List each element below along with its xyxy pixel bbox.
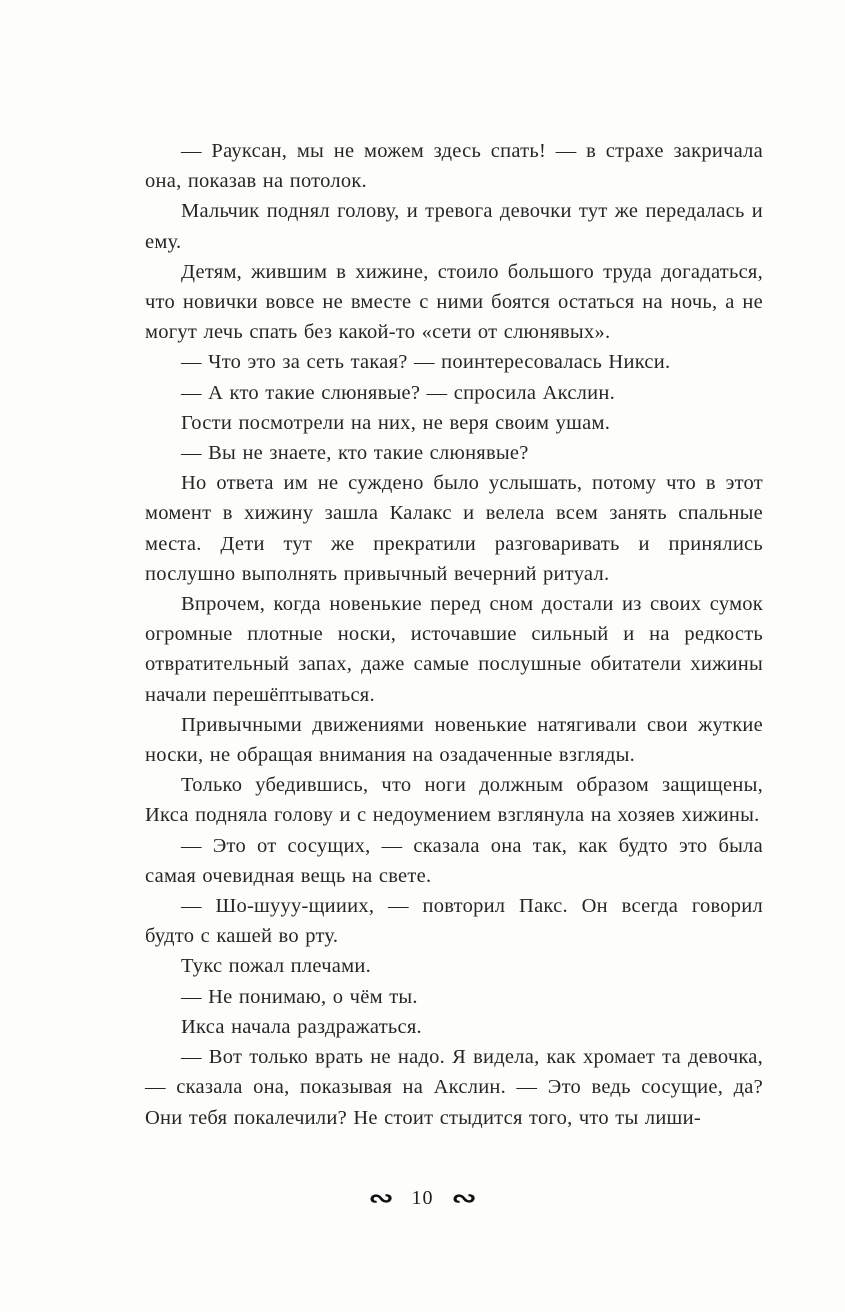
paragraph: — Это от сосущих, — сказала она так, как будто это была самая очевидная вещь на свете. xyxy=(145,834,763,887)
paragraph: Гости посмотрели на них, не веря своим ушам. xyxy=(181,411,611,434)
swash-ornament-left-icon: ∾ xyxy=(368,1184,395,1212)
paragraph: Мальчик поднял голову, и тревога девочки тут же передалась и ему. xyxy=(145,200,763,253)
paragraph: — Рауксан, мы не можем здесь спать! — в страхе закричала она, показав на потолок. xyxy=(145,140,763,193)
paragraph: — Вы не знаете, кто такие слюнявые? xyxy=(181,442,529,465)
paragraph: Только убедившись, что ноги должным образом защищены, Икса подняла голову и с недоумением взглянула на хозяев хижины. xyxy=(145,774,763,827)
paragraph: Но ответа им не суждено было услышать, потому что в этот момент в хижину зашла Калакс и велела всем занять спальные места. Дети тут же прекратили разговаривать и принялись послушно выполнять привычный вечерний ритуал. xyxy=(145,472,763,585)
paragraph: — Не понимаю, о чём ты. xyxy=(181,985,418,1008)
page-number: 10 xyxy=(411,1186,434,1209)
paragraph: — А кто такие слюнявые? — спросила Акслин. xyxy=(181,381,615,404)
paragraph: Тукс пожал плечами. xyxy=(181,955,371,978)
paragraph: — Вот только врать не надо. Я видела, как хромает та девочка, — сказала она, показывая на Акслин. — Это ведь сосущие, да? Они тебя покалечили? Не стоит стыдится того, что ты лиши- xyxy=(145,1046,763,1129)
paragraph: Впрочем, когда новенькие перед сном достали из своих сумок огромные плотные носки, источавшие сильный и на редкость отвратительный запах, даже самые послушные обитатели хижины начали перешёптываться. xyxy=(145,593,763,706)
swash-ornament-right-icon: ∾ xyxy=(450,1184,477,1212)
paragraph: Привычными движениями новенькие натягивали свои жуткие носки, не обращая внимания на озадаченные взгляды. xyxy=(145,713,763,767)
paragraph: — Шо-шууу-щииих, — повторил Пакс. Он всегда говорил будто с кашей во рту. xyxy=(145,895,763,948)
paragraph: Икса начала раздражаться. xyxy=(181,1015,422,1038)
paragraph: Детям, жившим в хижине, стоило большого труда догадаться, что новички вовсе не вместе с ними боятся остаться на ночь, а не могут лечь спать без какой-то «сети от слюнявых». xyxy=(145,260,763,344)
paragraph: — Что это за сеть такая? — поинтересовалась Никси. xyxy=(181,351,671,374)
page-footer xyxy=(0,1186,845,1210)
text-block xyxy=(145,136,763,1133)
